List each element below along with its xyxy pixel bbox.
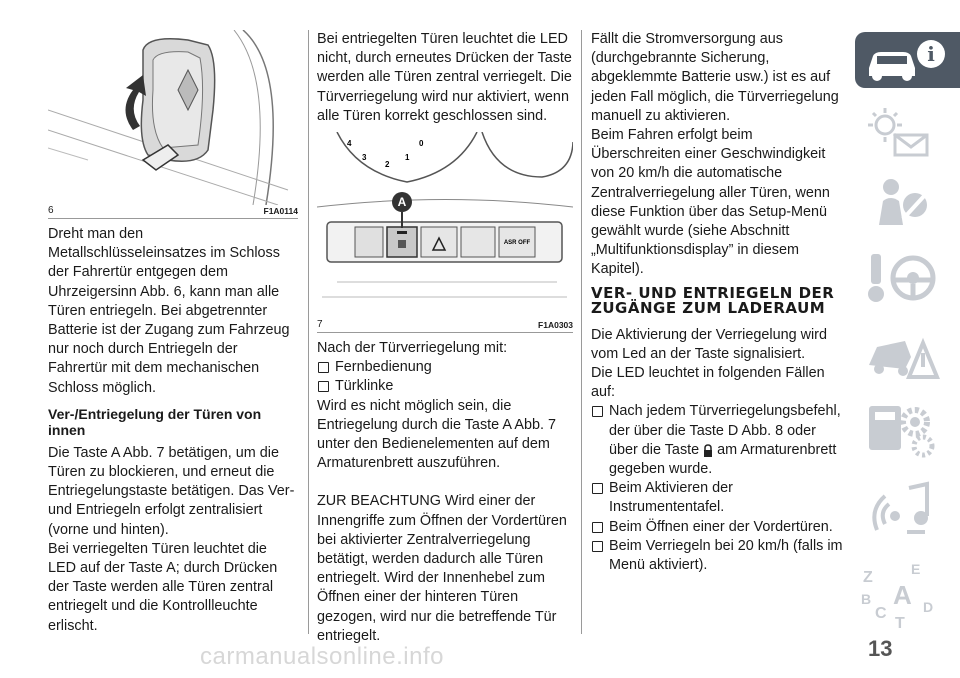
callout-a: A [397, 195, 407, 210]
chapter-sidebar [855, 30, 960, 640]
svg-text:i: i [927, 42, 935, 66]
svg-text:A: A [893, 580, 912, 610]
svg-text:Z: Z [863, 569, 873, 586]
lock-icon [703, 444, 713, 458]
column-1 [48, 30, 298, 636]
watermark: carmanualsonline.info [200, 643, 444, 670]
multimedia-icon [867, 480, 942, 540]
list-item: Fernbedienung [317, 358, 573, 377]
paragraph: Bei entriegelten Türen leuchtet die LED nicht, durch erneutes Drücken der Taste werden alle Türen zentral verriegelt. Die Türverriegelung wird nur aktiviert, wenn alle Türen korrekt geschlossen sind. [317, 31, 572, 124]
car-info-icon [855, 32, 960, 88]
list-item: Beim Verriegeln bei 20 km/h (falls im Menü aktiviert). [591, 537, 845, 575]
gauge-number: 2 [385, 160, 390, 170]
airbag-safety-icon [869, 175, 939, 231]
paragraph: Wird es nicht möglich sein, die Entriegelung durch die Taste A Abb. 7 unter den Bedienelementen auf dem Armaturenbrett auszuführen. [317, 397, 556, 472]
crash-triangle-icon [865, 325, 940, 381]
index-letters-icon [859, 560, 949, 630]
paragraph: Die Aktivierung der Verriegelung wird vom Led an der Taste signalisiert. [591, 326, 827, 362]
list-item: Nach jedem Türverriegelungsbefehl, der über die Taste D Abb. 8 oder über die Taste am Armaturenbrett gegeben wurde. [591, 402, 845, 479]
note-paragraph: ZUR BEACHTUNG Wird einer der Innengriffe zum Öffnen der Vordertüren bei aktivierter Zentralverriegelung betätigt, werden dadurch alle Türen entriegelt. Wird der Innenhebel zum Öffnen einer der hinteren Türen gezogen, wird nur die betreffende Tür entriegelt. [317, 493, 567, 644]
paragraph: Nach der Türverriegelung mit: [317, 340, 508, 357]
section-heading: Ver-/Entriegelung der Türen von innen [48, 405, 262, 438]
dashboard-buttons-illustration [317, 132, 573, 317]
list-item: Türklinke [317, 377, 573, 396]
figure-code: F1A0114 [263, 206, 298, 216]
figure-number: 7 [317, 319, 323, 331]
svg-text:B: B [861, 591, 872, 607]
gauge-number: 1 [405, 153, 410, 163]
key-steering-icon [865, 250, 940, 306]
svg-text:D: D [923, 599, 934, 615]
list-item: Beim Öffnen einer der Vordertüren. [591, 518, 845, 537]
gauge-number: 3 [362, 153, 367, 163]
paragraph: Die LED leuchtet in folgenden Fällen auf: [591, 365, 825, 401]
gauge-number: 0 [419, 139, 424, 149]
column-divider [581, 30, 582, 634]
gauge-number: 4 [347, 139, 352, 149]
column-3 [591, 30, 845, 575]
svg-text:C: C [875, 605, 887, 622]
page-number: 13 [868, 636, 893, 661]
lights-warning-icon [865, 105, 935, 161]
door-lock-key-illustration [48, 30, 298, 205]
paragraph: Dreht man den Metallschlüsseleinsatzes im Schloss der Fahrertür entgegen dem Uhrzeigersinn Abb. 6, kann man alle Türen entriegeln. Bei abgetrennter Batterie ist der Zugang zum Fahrzeug nur noch durch Entriegeln der Fahrertür mit dem mechanischen Schloss möglich. [48, 226, 290, 396]
paragraph: Bei verriegelten Türen leuchtet die LED auf der Taste A; durch Drücken der Taste werden alle Türen zentral entriegelt und die Kontrollleuchte erlischt. [48, 540, 278, 634]
asr-off-label: ASR OFF [503, 240, 531, 247]
section-heading: VER- UND ENTRIEGELN DER ZUGÄNGE ZUM LADERAUM [591, 283, 835, 317]
paragraph: Beim Fahren erfolgt beim Überschreiten einer Geschwindigkeit von 20 km/h die automatische Zentralverriegelung aller Türen, wenn diese Funktion über das Setup-Menü gewählt wurde (siehe Abschnitt „Multifunktionsdisplay” in diesem Kapitel). [591, 127, 830, 278]
chapter-tab-car-info[interactable] [855, 32, 960, 88]
column-divider [308, 30, 309, 634]
list-item: Beim Aktivieren der Instrumententafel. [591, 479, 845, 517]
figure-6 [48, 30, 298, 219]
column-2 [317, 30, 573, 646]
paragraph: Die Taste A Abb. 7 betätigen, um die Türen zu blockieren, und erneut die Entriegelungstaste betätigen. Das Ver- und Entriegeln erfolgt zentralisiert (vorne und hinten). [48, 444, 295, 538]
svg-text:E: E [911, 561, 921, 577]
maintenance-gears-icon [865, 400, 940, 460]
svg-text:T: T [895, 615, 905, 630]
figure-7 [317, 132, 573, 333]
figure-code: F1A0303 [538, 320, 573, 331]
figure-number: 6 [48, 205, 54, 216]
paragraph: Fällt die Stromversorgung aus (durchgebrannte Sicherung, abgeklemmte Batterie usw.) ist es auf jeden Fall möglich, die Türverriegelung manuell zu aktivieren. [591, 31, 839, 124]
